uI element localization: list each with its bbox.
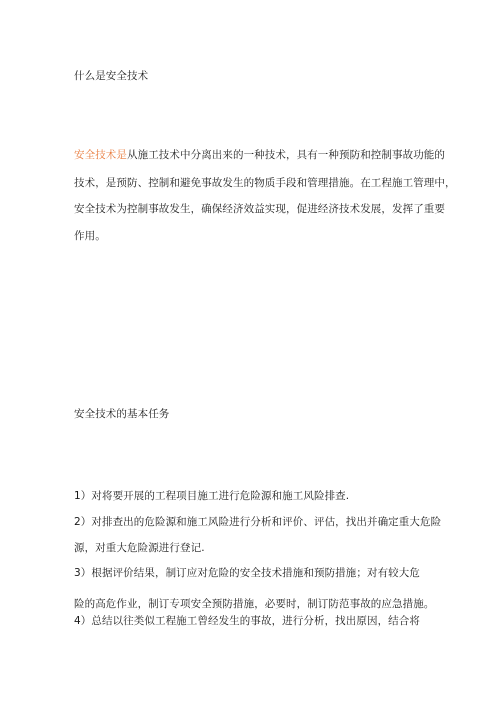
list-item-2-line1: 2）对排查出的危险源和施工风险进行分析和评价、评估，找出并确定重大危险 (74, 516, 442, 528)
paragraph1-line2: 技术，是预防、控制和避免事故发生的物质手段和管理措施。在工程施工管理中， (74, 177, 456, 189)
list-item-2-line2: 源，对重大危险源进行登记. (74, 542, 205, 554)
list-item-4-line1: 4）总结以往类似工程施工曾经发生的事故，进行分析，找出原因，结合将 (74, 615, 420, 627)
paragraph1-line1 (74, 148, 445, 162)
paragraph1-line1-text: 从施工技术中分离出来的一种技术，具有一种预防和控制事故功能的 (127, 149, 445, 161)
list-item-3-line2: 险的高危作业，制订专项安全预防措施，必要时，制订防范事故的应急措施。 (74, 598, 435, 610)
highlight-term: 安全技术是 (74, 149, 127, 161)
list-item-3-line1: 3）根据评价结果，制订应对危险的安全技术措施和预防措施；对有较大危 (74, 567, 420, 579)
paragraph1-line3: 安全技术为控制事故发生，确保经济效益实现，促进经济技术发展，发挥了重要 (74, 203, 445, 215)
paragraph1-line4: 作用。 (74, 230, 106, 242)
heading-what-is-safety-technology: 什么是安全技术 (74, 70, 149, 82)
heading-basic-tasks: 安全技术的基本任务 (74, 408, 170, 420)
list-item-1: 1）对将要开展的工程项目施工进行危险源和施工风险排查. (74, 490, 350, 502)
